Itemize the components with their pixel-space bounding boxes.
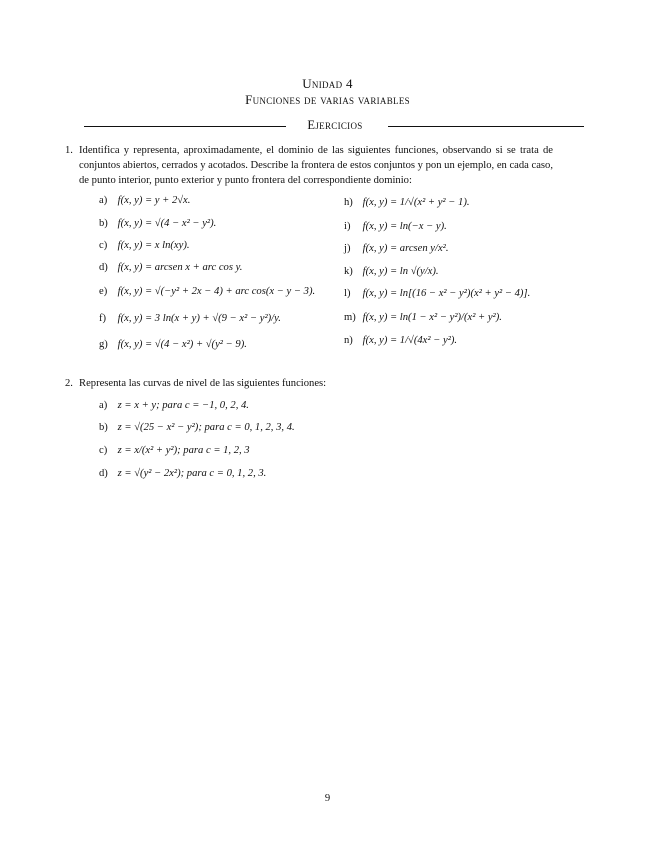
item-expression: f(x, y) = 3 ln(x + y) + √(9 − x² − y²)/y. [117,313,281,324]
exercise-item-b [99,216,216,231]
item-label: g) [99,339,108,350]
level-curve-item-d [99,466,266,481]
item-expression: f(x, y) = ln[(16 − x² − y²)(x² + y² − 4)]. [362,288,531,299]
item-label: h) [344,197,353,208]
exercise-item-f [99,311,281,326]
item-expression: f(x, y) = ln(1 − x² − y²)/(x² + y²). [362,312,502,323]
exercise-item-c [99,238,190,253]
page-number: 9 [324,793,331,804]
exercise-item-k [344,264,439,279]
item-label: m) [344,312,356,323]
item-expression: f(x, y) = y + 2√x. [117,195,191,206]
problem-statement: Representa las curvas de nivel de las siguientes funciones: [79,378,327,389]
item-label: c) [99,240,108,251]
exercise-item-j [344,241,448,256]
item-label: j) [344,243,351,254]
item-expression: z = x/(x² + y²); para c = 1, 2, 3 [117,445,250,456]
item-expression: f(x, y) = ln √(y/x). [362,266,439,277]
item-label: a) [99,400,108,411]
item-expression: f(x, y) = ln(−x − y). [362,221,447,232]
item-expression: f(x, y) = arcsen x + arc cos y. [117,262,243,273]
problem-number: 2. [65,378,73,389]
problem-statement: Identifica y representa, aproximadamente, el dominio de las siguientes funciones, observando si se trata de conjuntos abiertos, cerrados y acotados. Describe la frontera de estos conjuntos y pon un ejemplo, en cada caso, de punto interior, punto exterior y punto frontera del correspondiente dominio: [79,145,553,186]
item-expression: f(x, y) = arcsen y/x². [362,243,449,254]
item-expression: f(x, y) = 1/√(x² + y² − 1). [362,197,470,208]
exercise-item-l [344,286,530,301]
item-expression: z = x + y; para c = −1, 0, 2, 4. [117,400,249,411]
exercise-item-m [344,310,502,325]
unit-number: Unidad 4 [302,76,353,91]
item-label: b) [99,218,108,229]
exercise-item-g [99,337,247,352]
item-expression: f(x, y) = x ln(xy). [117,240,190,251]
exercise-item-n [344,333,457,348]
item-expression: z = √(y² − 2x²); para c = 0, 1, 2, 3. [117,468,267,479]
section-header [84,118,584,134]
item-label: f) [99,313,107,324]
level-curve-item-b [99,420,295,435]
exercise-item-i [344,219,447,234]
exercise-item-a [99,193,190,208]
item-label: d) [99,468,108,479]
item-label: k) [344,266,353,277]
unit-title: Funciones de varias variables [245,92,410,107]
section-title: Ejercicios [307,118,363,132]
exercise-item-d [99,260,242,275]
item-label: a) [99,195,108,206]
level-curve-item-c [99,443,250,458]
item-label: c) [99,445,108,456]
item-label: e) [99,286,108,297]
item-label: i) [344,221,351,232]
item-expression: f(x, y) = √(4 − x² − y²). [117,218,217,229]
item-expression: f(x, y) = 1/√(4x² − y²). [362,335,458,346]
level-curve-item-a [99,398,249,413]
item-label: b) [99,422,108,433]
item-expression: z = √(25 − x² − y²); para c = 0, 1, 2, 3, 4. [117,422,295,433]
item-label: d) [99,262,108,273]
header-rule-left [84,126,286,127]
exercise-item-e [99,284,315,299]
problem-number: 1. [65,145,73,156]
header-rule-right [388,126,584,127]
item-label: n) [344,335,353,346]
item-label: l) [344,288,351,299]
item-expression: f(x, y) = √(−y² + 2x − 4) + arc cos(x − y − 3). [117,286,316,297]
exercise-item-h [344,195,470,210]
item-expression: f(x, y) = √(4 − x²) + √(y² − 9). [117,339,247,350]
